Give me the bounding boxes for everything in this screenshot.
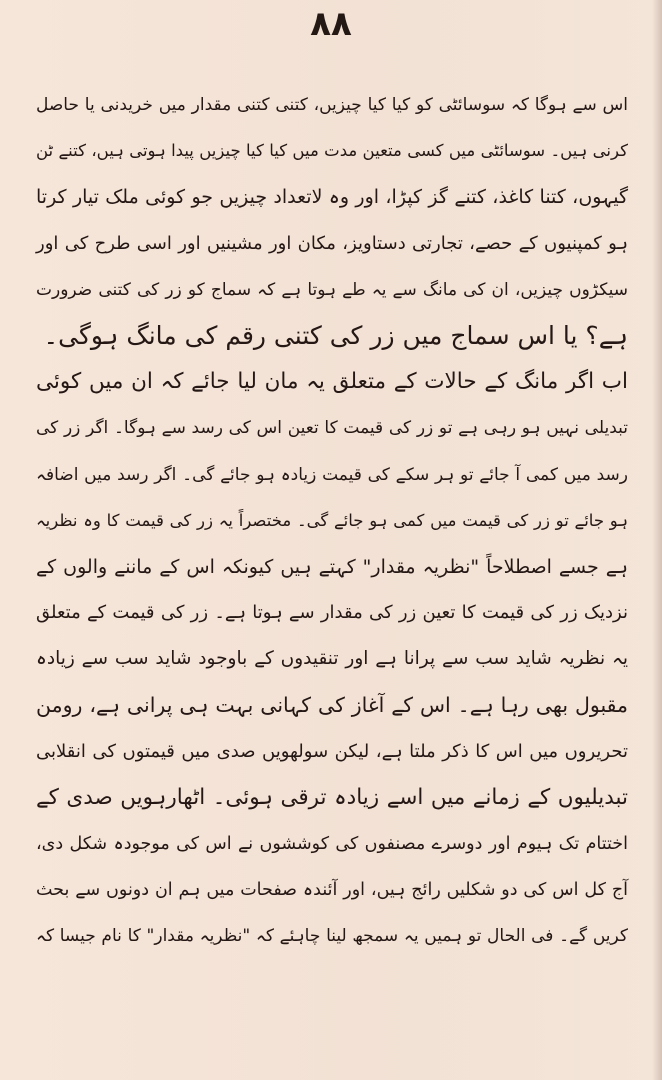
text-line: تبدیلیوں کے زمانے میں اسے زیادہ ترقی ہوئی۔ اٹھارہویں صدی کے [36, 784, 628, 810]
text-line: کرنی ہیں۔ سوسائٹی میں کسی متعین مدت میں کیا کیا چیزیں پیدا ہوتی ہیں، کتنے ٹن [36, 141, 628, 161]
body-text [36, 82, 628, 960]
text-line: اختتام تک ہیوم اور دوسرے مصنفوں کی کوششوں نے اس کی موجودہ شکل دی، [36, 834, 628, 854]
text-line: آج کل اس کی دو شکلیں رائج ہیں، اور آئندہ صفحات میں ہم ان دونوں سے بحث [36, 880, 628, 901]
text-line: نزدیک زر کی قیمت کا تعین زر کی مقدار سے ہوتا ہے۔ زر کی قیمت کے متعلق [36, 602, 628, 624]
text-line: ہے جسے اصطلاحاً "نظریہ مقدار" کہتے ہیں کیونکہ اس کے ماننے والوں کے [36, 555, 628, 578]
text-line: تحریروں میں اس کا ذکر ملتا ہے، لیکن سولھویں صدی میں قیمتوں کی انقلابی [36, 740, 628, 762]
text-line: اب اگر مانگ کے حالات کے متعلق یہ مان لیا جائے کہ ان میں کوئی [36, 369, 628, 395]
text-line: تبدیلی نہیں ہو رہی ہے تو زر کی قیمت کا تعین اس کی رسد سے ہوگا۔ اگر زر کی [36, 418, 628, 439]
text-line: گیہوں، کتنا کاغذ، کتنے گز کپڑا، اور وہ لاتعداد چیزیں جو کوئی ملک تیار کرتا [36, 186, 628, 209]
page-edge-shadow [652, 0, 662, 1080]
text-line: اس سے ہوگا کہ سوسائٹی کو کیا کیا چیزیں، کتنی کتنی مقدار میں خریدنی یا حاصل [36, 95, 628, 115]
text-line: مقبول بھی رہا ہے۔ اس کے آغاز کی کہانی بہت ہی پرانی ہے، رومن [36, 693, 628, 718]
text-line: یہ نظریہ شاید سب سے پرانا ہے اور تنقیدوں کے باوجود شاید سب سے زیادہ [36, 648, 628, 670]
text-line: سیکڑوں چیزیں، ان کی مانگ سے یہ طے ہوتا ہے کہ سماج کو زر کی کتنی ضرورت [36, 279, 628, 300]
text-line: ہو جائے تو زر کی قیمت میں کمی ہو جائے گی۔ مختصراً یہ زر کی قیمت کا وہ نظریہ [36, 510, 628, 530]
text-line: رسد میں کمی آ جائے تو ہر سکے کی قیمت زیادہ ہو جائے گی۔ اگر رسد میں اضافہ [36, 464, 628, 485]
text-line: ہے؟ یا اس سماج میں زر کی کتنی رقم کی مانگ ہوگی۔ [43, 320, 628, 350]
text-line: کریں گے۔ فی الحال تو ہمیں یہ سمجھ لینا چاہئے کہ "نظریہ مقدار" کا نام جیسا کہ [36, 926, 628, 947]
text-line: ہو کمپنیوں کے حصے، تجارتی دستاویز، مکان اور مشینیں اور اسی طرح کی اور [36, 232, 628, 254]
page-number: ۸۸ [310, 4, 352, 44]
